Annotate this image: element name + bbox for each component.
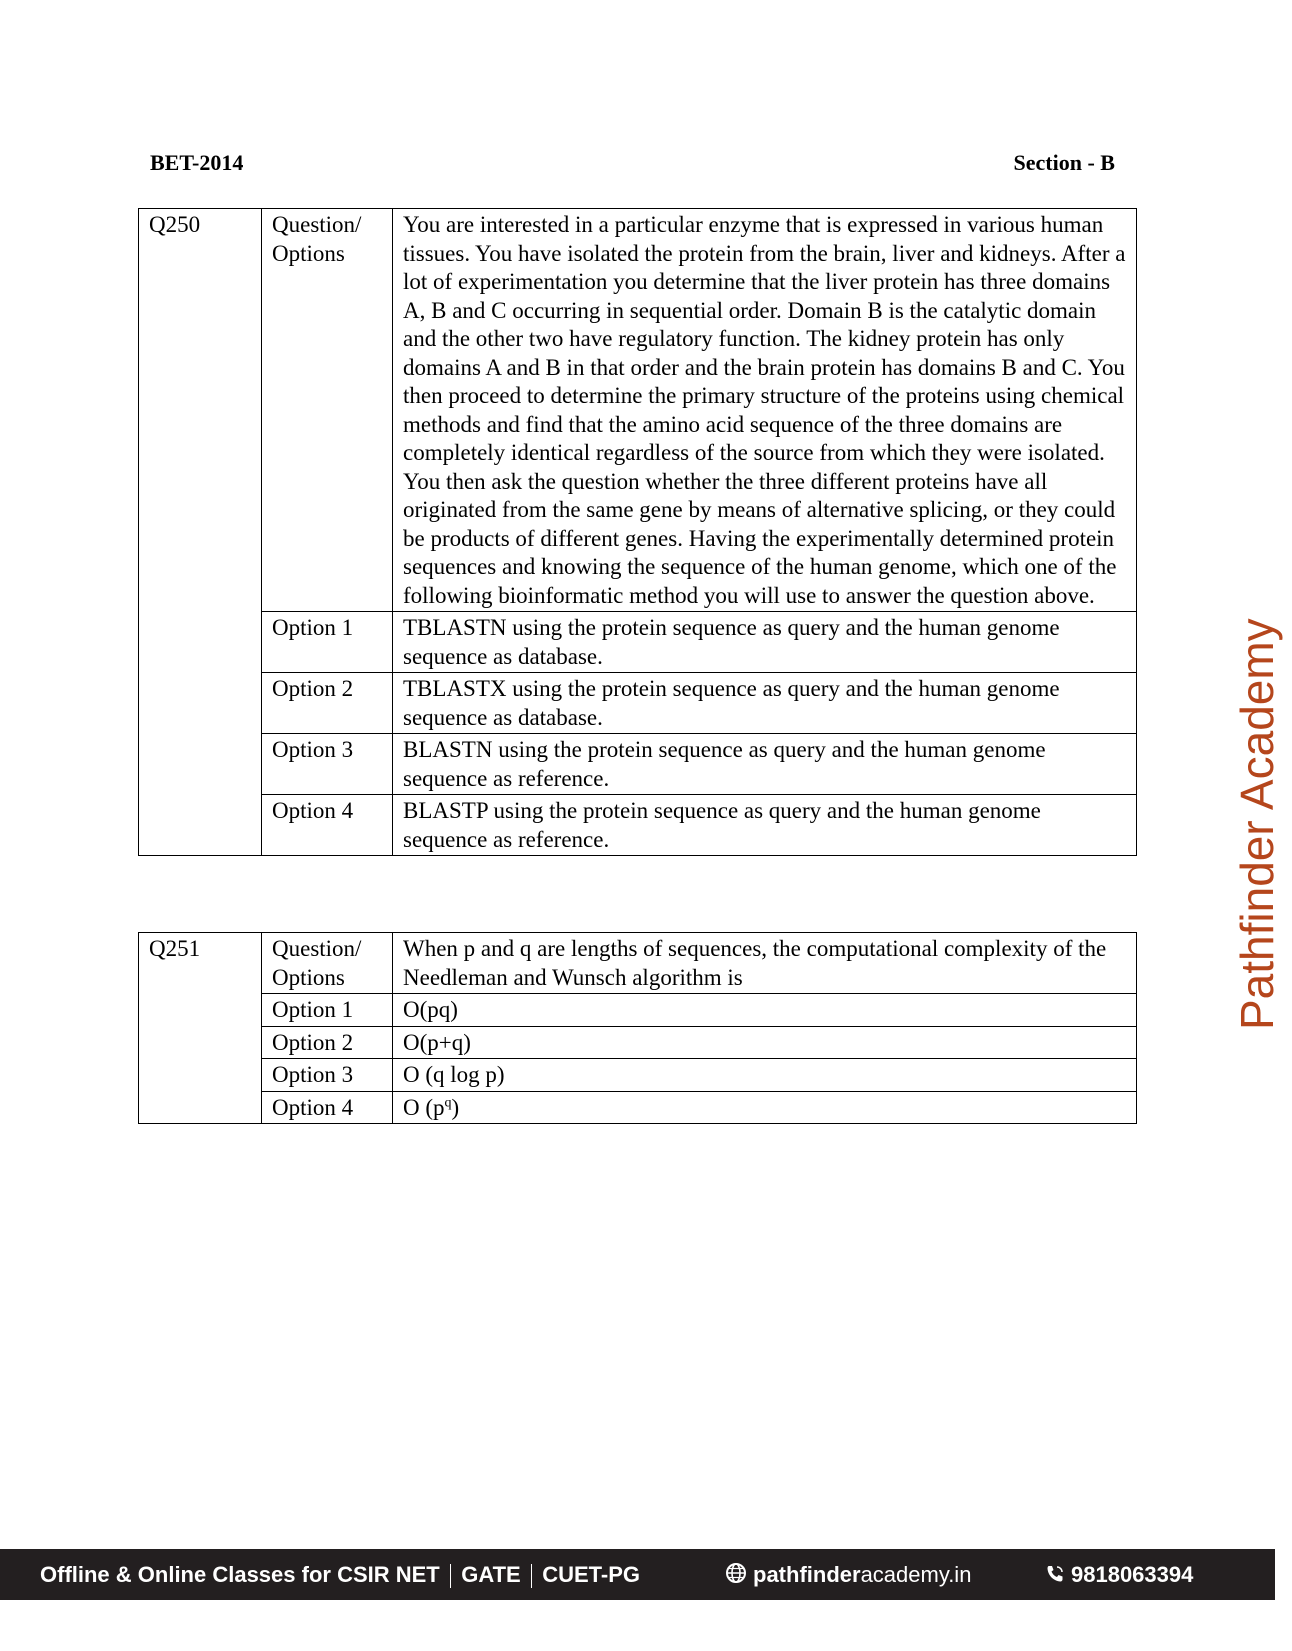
option-text-superscript: q: [444, 1094, 452, 1110]
option-label: Option 1: [262, 994, 393, 1027]
option-text: O(pq): [393, 994, 1137, 1027]
option-label: Option 2: [262, 1026, 393, 1059]
question-row: [139, 933, 1137, 994]
question-text: When p and q are lengths of sequences, the computational complexity of the Needleman and Wunsch algorithm is: [393, 933, 1137, 994]
footer-phone[interactable]: [1045, 1549, 1193, 1602]
globe-icon: [725, 1551, 747, 1602]
question-row: [139, 209, 1137, 612]
footer-bar: [0, 1549, 1275, 1600]
question-label: Question/ Options: [262, 209, 393, 612]
footer-gate: GATE: [461, 1562, 521, 1587]
option-text: O (q log p): [393, 1059, 1137, 1092]
option-text: TBLASTN using the protein sequence as query and the human genome sequence as database.: [393, 612, 1137, 673]
footer-classes: [40, 1549, 640, 1600]
footer-site-bold: pathfinder: [753, 1562, 861, 1587]
option-text: BLASTP using the protein sequence as query and the human genome sequence as reference.: [393, 795, 1137, 856]
exam-title: BET-2014: [150, 150, 244, 175]
option-label: Option 4: [262, 795, 393, 856]
option-text: O(p+q): [393, 1026, 1137, 1059]
question-table-q251: [138, 932, 1137, 1124]
option-row: [139, 994, 1137, 1027]
question-text: You are interested in a particular enzyme that is expressed in various human tissues. You have isolated the protein from the brain, liver and kidneys. After a lot of experimentation you determine that the liver protein has three domains A, B and C occurring in sequential order. Domain B is the catalytic domain and the other two have regulatory function. The kidney protein has only domains A and B in that order and the brain protein has domains B and C. You then proceed to determine the primary structure of the proteins using chemical methods and find that the amino acid sequence of the three domains are completely identical regardless of the source from which they were isolated. You then ask the question whether the three different proteins have all originated from the same gene by means of alternative splicing, or they could be products of different genes. Having the experimentally determined protein sequences and knowing the sequence of the human genome, which one of the following bioinformatic method you will use to answer the question above.: [393, 209, 1137, 612]
option-label: Option 1: [262, 612, 393, 673]
option-label: Option 3: [262, 1059, 393, 1092]
footer-site-light: academy.in: [860, 1562, 972, 1587]
option-text: TBLASTX using the protein sequence as query and the human genome sequence as database.: [393, 673, 1137, 734]
question-label: Question/ Options: [262, 933, 393, 994]
option-text-base: O (p: [403, 1094, 445, 1120]
option-row: [139, 795, 1137, 856]
question-table-q250: [138, 208, 1137, 856]
option-text: BLASTN using the protein sequence as query and the human genome sequence as reference.: [393, 734, 1137, 795]
footer-divider: [450, 1564, 452, 1588]
footer-phone-number: 9818063394: [1071, 1562, 1194, 1587]
footer-cuet: CUET-PG: [542, 1562, 641, 1587]
option-label: Option 4: [262, 1091, 393, 1124]
option-row: [139, 1091, 1137, 1124]
footer-classes-text: Offline & Online Classes for CSIR NET: [40, 1562, 440, 1587]
phone-icon: [1045, 1551, 1065, 1602]
option-row: [139, 673, 1137, 734]
question-number: Q250: [139, 209, 262, 856]
option-text-end: ): [451, 1094, 460, 1120]
option-row: [139, 1059, 1137, 1092]
option-label: Option 2: [262, 673, 393, 734]
watermark: Pathfinder Academy: [1231, 618, 1283, 1030]
option-row: [139, 734, 1137, 795]
option-row: [139, 1026, 1137, 1059]
option-row: [139, 612, 1137, 673]
option-text: [393, 1091, 1137, 1124]
footer-website[interactable]: [725, 1549, 971, 1602]
section-title: Section - B: [1013, 150, 1115, 175]
question-number: Q251: [139, 933, 262, 1124]
option-label: Option 3: [262, 734, 393, 795]
footer-divider: [531, 1564, 533, 1588]
